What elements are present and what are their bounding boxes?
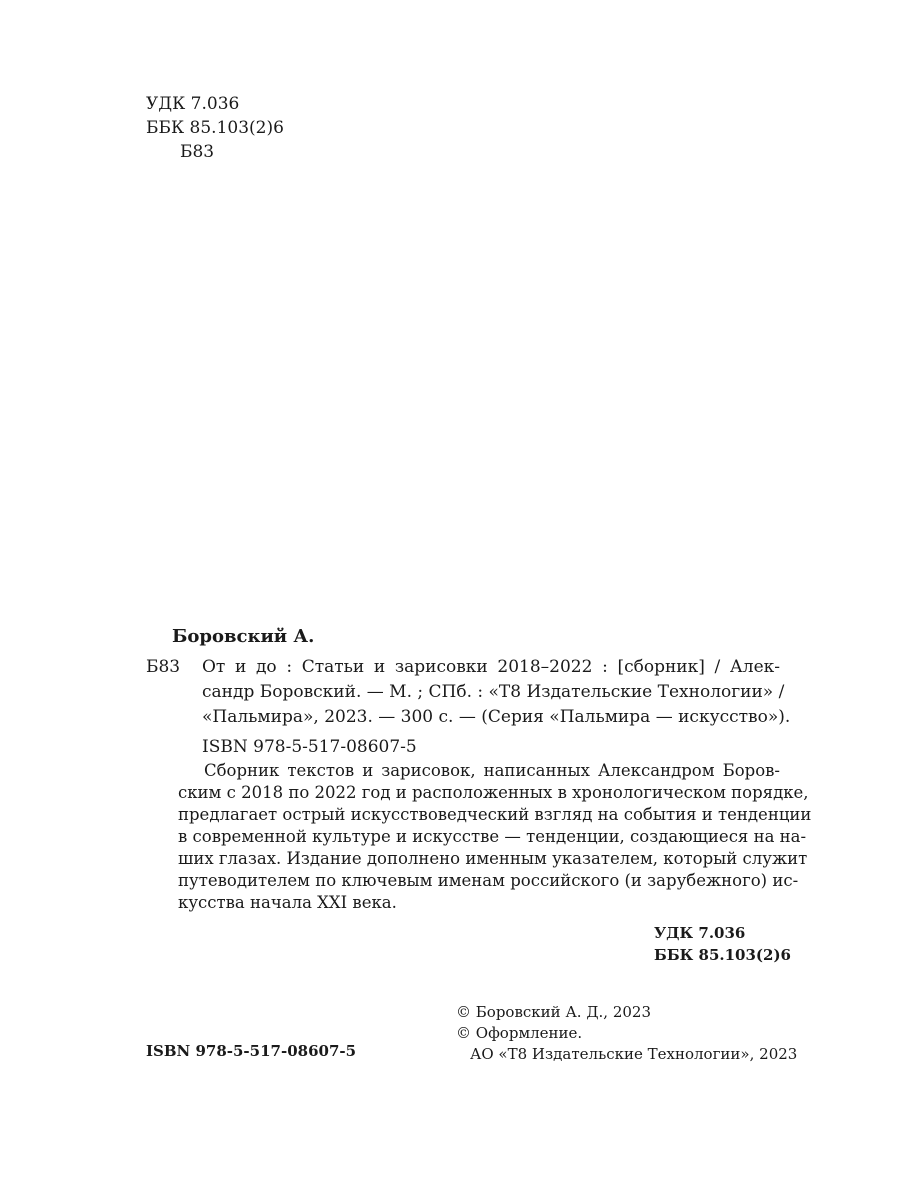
udk-code: УДК 7.036: [146, 94, 240, 114]
annotation-line: предлагает острый искусствоведческий взгляд на события и тенденции: [178, 805, 812, 824]
description-line: От и до : Статьи и зарисовки 2018–2022 : [сборник] / Алек-: [202, 657, 780, 677]
annotation-line: Сборник текстов и зарисовок, написанных Александром Боров-: [204, 761, 780, 780]
card-author-sign: Б83: [146, 657, 181, 677]
description-line: «Пальмира», 2023. — 300 с. — (Серия «Пальмира — искусство»).: [202, 707, 791, 727]
card-author: Боровский А.: [172, 626, 315, 647]
author-sign: Б83: [180, 142, 215, 162]
annotation-line: кусства начала XXI века.: [178, 893, 397, 912]
annotation-line: ским с 2018 по 2022 год и расположенных в хронологическом порядке,: [178, 783, 809, 802]
bbk-code-bottom: ББК 85.103(2)6: [654, 946, 791, 964]
copyright-author: © Боровский А. Д., 2023: [456, 1003, 652, 1021]
copyright-block: [456, 1002, 797, 1065]
annotation-line: ших глазах. Издание дополнено именным указателем, который служит: [178, 849, 808, 868]
copyright-design: © Оформление.: [456, 1024, 583, 1042]
annotation-line: в современной культуре и искусстве — тенденции, создающиеся на на-: [178, 827, 807, 846]
card-description: [202, 655, 791, 730]
card-annotation: [178, 760, 812, 914]
copyright-publisher: АО «Т8 Издательские Технологии», 2023: [470, 1045, 798, 1063]
bottom-classification-block: [654, 922, 791, 966]
card-isbn: ISBN 978-5-517-08607-5: [202, 737, 417, 757]
description-line: сандр Боровский. — М. ; СПб. : «Т8 Издательские Технологии» /: [202, 682, 785, 702]
isbn-bottom: ISBN 978-5-517-08607-5: [146, 1042, 357, 1060]
annotation-line: путеводителем по ключевым именам российского (и зарубежного) ис-: [178, 871, 799, 890]
udk-code-bottom: УДК 7.036: [654, 924, 746, 942]
bbk-code: ББК 85.103(2)6: [146, 118, 284, 138]
top-classification-block: [146, 92, 284, 164]
